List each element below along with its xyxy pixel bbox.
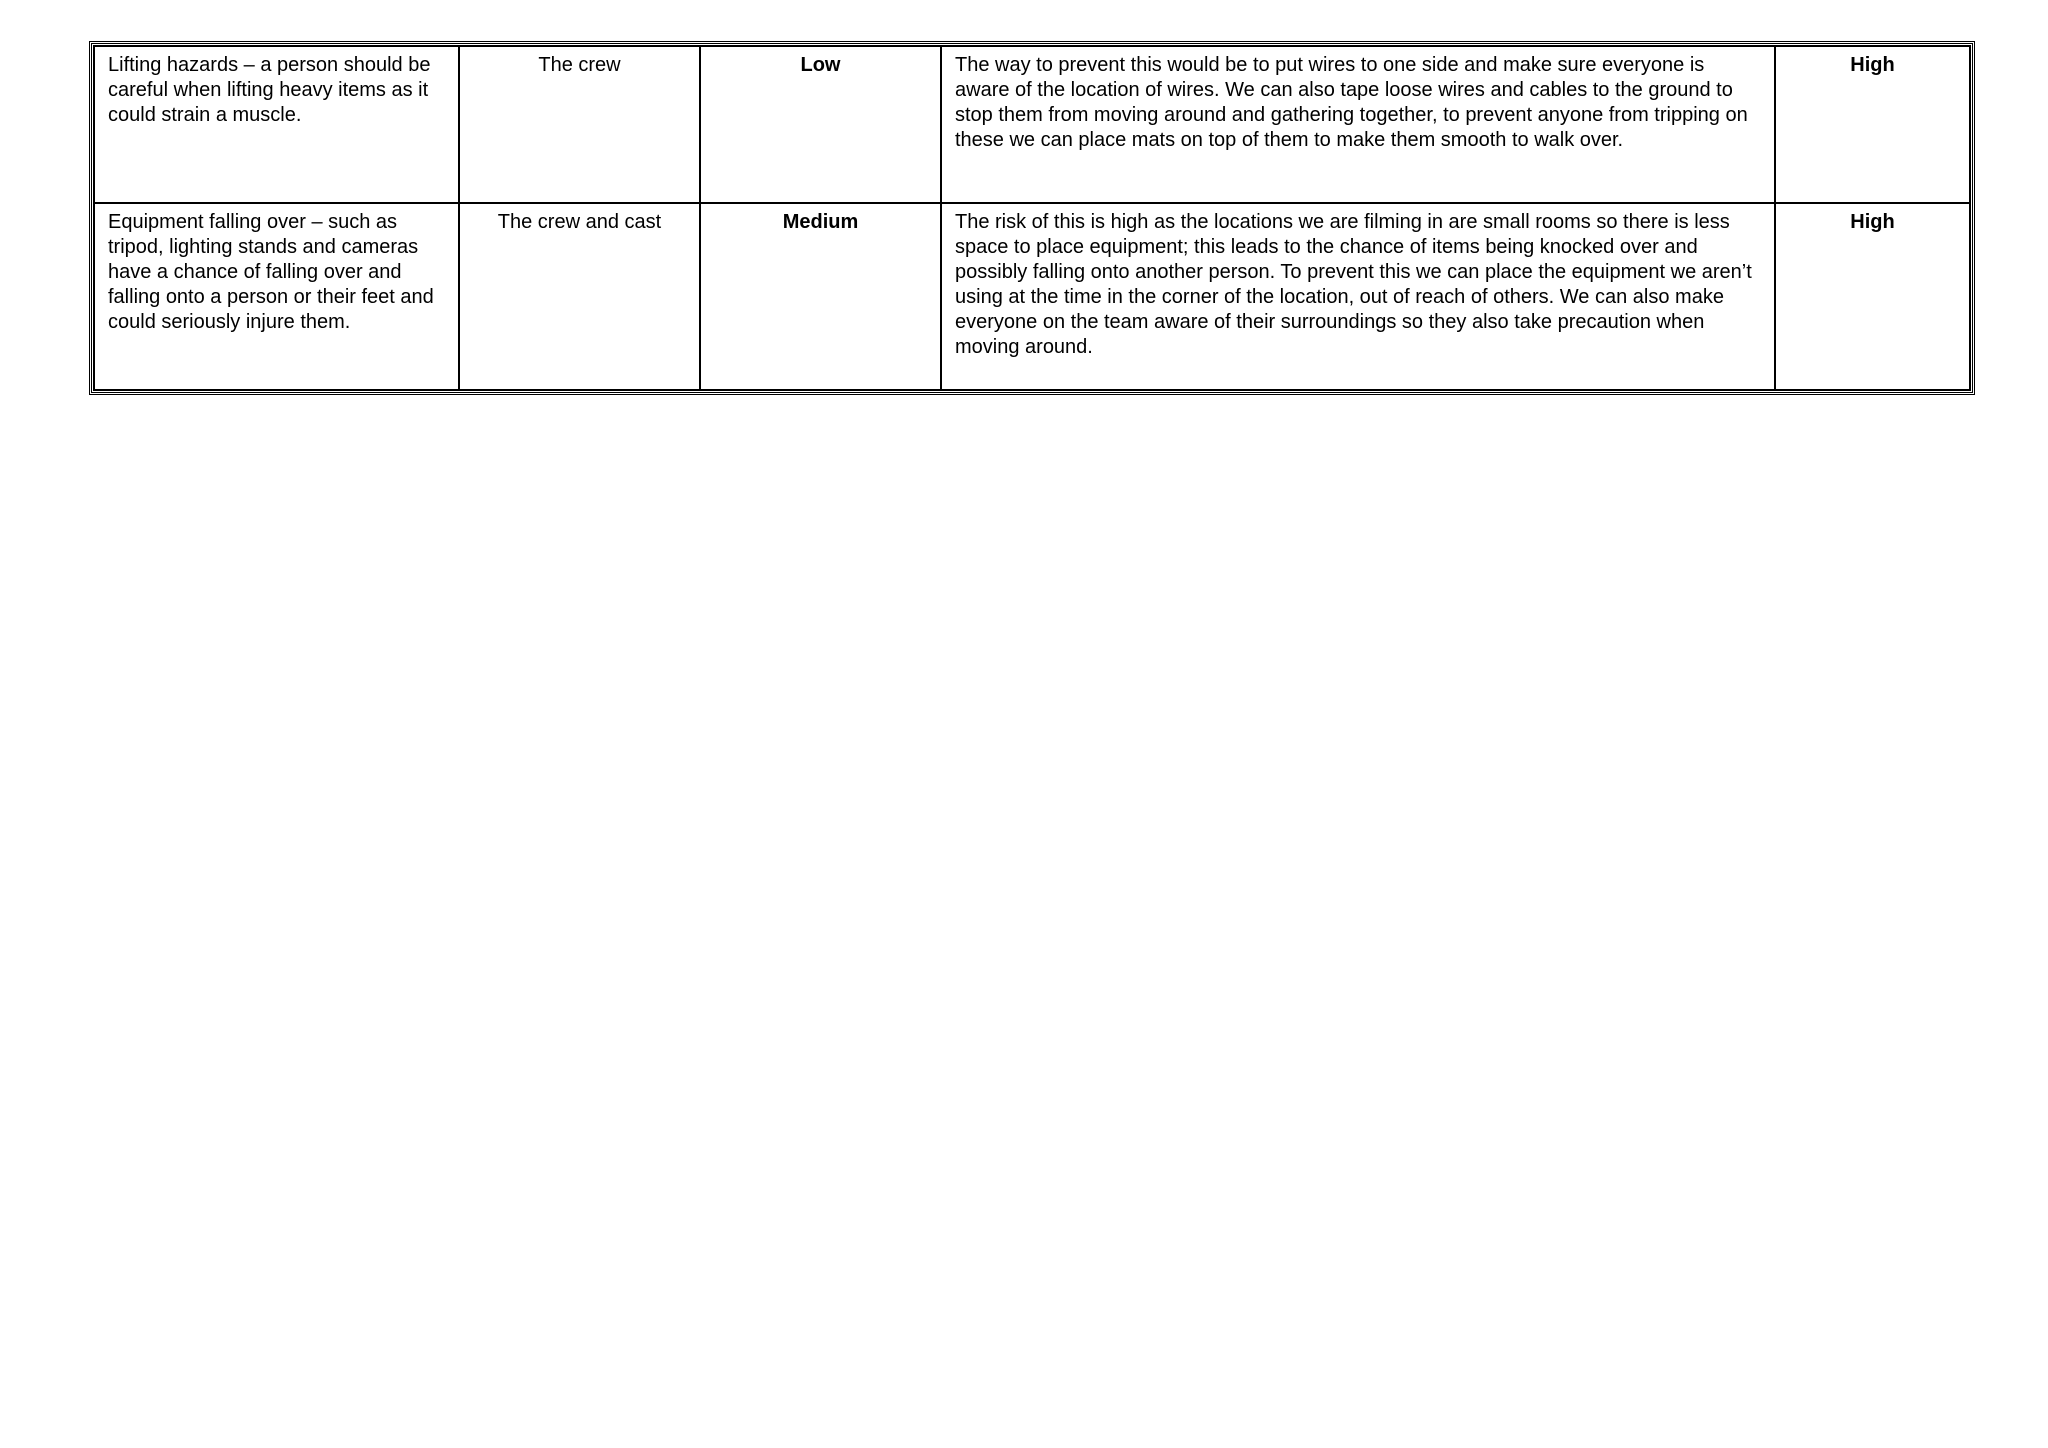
table-row (94, 46, 1970, 203)
risk-assessment-table (93, 45, 1971, 391)
risk-assessment-table-frame (89, 41, 1975, 395)
who-at-risk-cell: The crew (459, 46, 700, 203)
hazard-cell: Lifting hazards – a person should be careful when lifting heavy items as it could strain a muscle. (94, 46, 459, 203)
control-measure-cell: The way to prevent this would be to put wires to one side and make sure everyone is aware of the location of wires. We can also tape loose wires and cables to the ground to stop them from moving around and gathering together, to prevent anyone from tripping on these we can place mats on top of them to make them smooth to walk over. (941, 46, 1775, 203)
severity-cell: High (1775, 46, 1970, 203)
control-measure-cell: The risk of this is high as the locations we are filming in are small rooms so there is less space to place equipment; this leads to the chance of items being knocked over and possibly falling onto another person. To prevent this we can place the equipment we aren’t using at the time in the corner of the location, out of reach of others. We can also make everyone on the team aware of their surroundings so they also take precaution when moving around. (941, 203, 1775, 390)
likelihood-cell: Medium (700, 203, 941, 390)
who-at-risk-cell: The crew and cast (459, 203, 700, 390)
table-row (94, 203, 1970, 390)
likelihood-cell: Low (700, 46, 941, 203)
severity-cell: High (1775, 203, 1970, 390)
hazard-cell: Equipment falling over – such as tripod, lighting stands and cameras have a chance of falling over and falling onto a person or their feet and could seriously injure them. (94, 203, 459, 390)
